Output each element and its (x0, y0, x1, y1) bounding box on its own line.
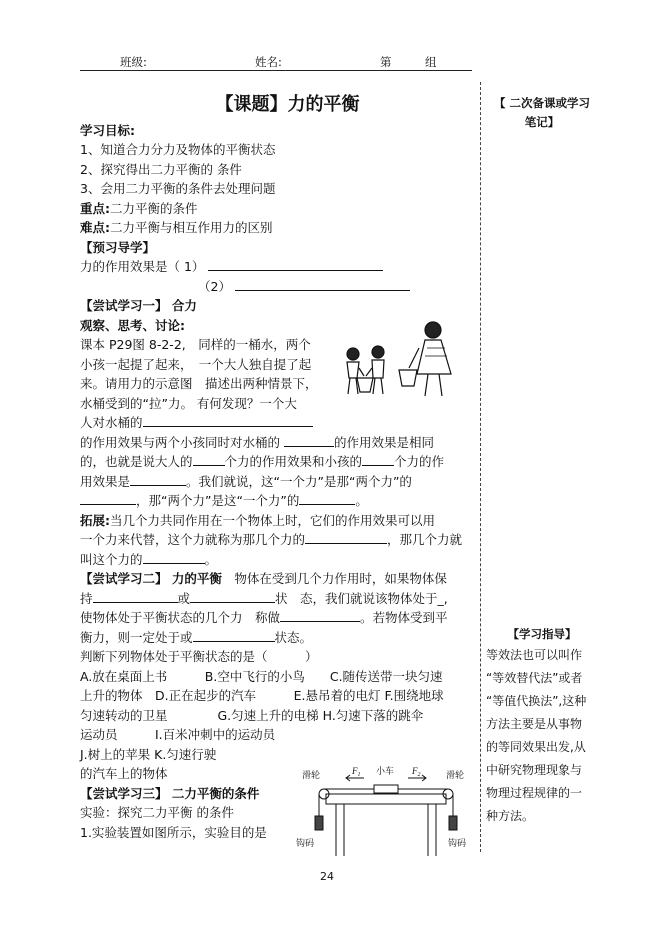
preview-line-2: （2） (80, 277, 475, 297)
force-f1-label: $F_1$ (352, 766, 361, 778)
try1-text: 用效果是 。我们就说，这“一个力”是那“两个力”的 (80, 473, 412, 489)
guide-line: 种方法。 (486, 809, 535, 823)
answer-blank[interactable] (193, 628, 275, 642)
answer-blank[interactable] (299, 491, 355, 505)
answer-blank[interactable] (305, 530, 387, 544)
try3-text: 实验：探究二力平衡 的条件 (80, 805, 234, 820)
try1-text: 小孩一起提了起来， 一个大人独自提了起 (80, 356, 312, 372)
bucket-carrying-illustration (333, 318, 473, 400)
answer-blank[interactable] (190, 589, 275, 603)
try2-text: 判断下列物体处于平衡状态的是（ ） (80, 649, 318, 664)
guide-line: “等效替代法”或者 (486, 671, 583, 685)
try1-text: 的作用效果与两个小孩同时对水桶的 的作用效果是相同 (80, 434, 435, 450)
cart-label: 小车 (376, 766, 395, 776)
try3-text: 1.实验装置如图所示，实验目的是 (80, 824, 267, 840)
answer-blank[interactable] (193, 452, 225, 466)
option-line: 匀速转动的卫星 G.匀速上升的电梯 H.匀速下落的跳伞 (80, 707, 424, 723)
group-suffix: 组 (425, 55, 437, 69)
guide-line: “等值代换法”,这种 (486, 694, 587, 708)
column-divider (480, 82, 481, 852)
try1-text: 课本 P29图 8-2-2, 同样的一桶水，两个 (80, 337, 311, 352)
goal-item-1: 1、知道合力分力及物体的平衡状态 (80, 142, 276, 157)
try3-heading: 【尝试学习三】 二力平衡的条件 (80, 785, 260, 801)
guide-heading: 【学习指导】 (507, 627, 577, 641)
extension-text: 拓展:当几个力共同作用在一个物体上时，它们的作用效果可以用 (80, 512, 436, 528)
answer-blank[interactable] (80, 491, 136, 505)
answer-blank[interactable] (235, 277, 410, 291)
goal-item-3: 3、会用二力平衡的条件去处理问题 (80, 181, 276, 196)
try1-text: ，那“两个力”是这“一个力”的 。 (80, 491, 475, 511)
key-point: 重点:二力平衡的条件 (80, 200, 198, 216)
try2-text: 衡力，则一定处于或 状态。 (80, 629, 313, 645)
page-header (80, 52, 472, 71)
guide-line: 物理过程规律的一 (486, 786, 583, 800)
try2-text: 使物体处于平衡状态的几个力 称做 。若物体受到平 (80, 610, 448, 625)
difficulty-point: 难点:二力平衡与相互作用力的区别 (80, 220, 273, 235)
option-line: 运动员 I.百米冲刺中的运动员 (80, 727, 276, 742)
answer-blank[interactable] (143, 550, 205, 564)
class-label: 班级: (120, 55, 147, 69)
group-label: 第 (380, 55, 392, 69)
answer-blank[interactable] (208, 257, 383, 271)
weight-left-label: 钩码 (296, 838, 315, 848)
answer-blank[interactable] (284, 433, 334, 447)
observe-label: 观察、思考、讨论: (80, 317, 185, 333)
guide-line: 等效法也可以叫作 (486, 648, 583, 662)
answer-blank[interactable] (93, 589, 178, 603)
experiment-apparatus-figure (296, 764, 476, 860)
option-line: 上升的物体 D.正在起步的汽车 E.悬吊着的电灯 F.围绕地球 (80, 688, 444, 703)
try2-text: 【尝试学习二】 力的平衡 物体在受到几个力作用时，如果物体保 (80, 571, 447, 586)
answer-blank[interactable] (143, 413, 313, 427)
option-line: A.放在桌面上书 B.空中飞行的小鸟 C.随传送带一块匀速 (80, 668, 443, 684)
notes-heading-line2: 笔记】 (524, 115, 560, 129)
force-f2-label: $F_2$ (412, 766, 421, 778)
weight-right-label: 钩码 (448, 838, 467, 848)
guide-line: 的等同效果出发,从 (486, 740, 586, 754)
pulley-right-label: 滑轮 (446, 770, 465, 780)
extension-text: 一个力来代替，这个力就称为那几个力的 ，那几个力就 (80, 532, 463, 547)
try1-text: 的，也就是说大人的 个力的作用效果和小孩的 个力的作 (80, 454, 445, 469)
try2-text: 持 或 状 态，我们就说该物体处于_, (80, 590, 448, 606)
page-number: 24 (320, 870, 334, 883)
page-title: 【课题】力的平衡 (215, 94, 360, 115)
preview-line-1: 力的作用效果是（ 1） (80, 257, 475, 277)
extension-text: 叫这个力的 。 (80, 551, 218, 567)
name-label: 姓名: (255, 55, 282, 69)
guide-sidebar (486, 626, 598, 828)
try1-text: 人对水桶的 (80, 413, 475, 433)
guide-line: 中研究物理现象与 (486, 763, 583, 777)
main-content (80, 95, 475, 842)
guide-line: 方法主要是从事物 (486, 717, 583, 731)
notes-sidebar (486, 95, 598, 130)
notes-heading-line1: 【 二次备课或学习 (493, 96, 590, 110)
try1-heading: 【尝试学习一】 合力 (80, 298, 197, 313)
try2-heading: 【尝试学习二】 力的平衡 (80, 571, 222, 586)
answer-blank[interactable] (280, 608, 360, 622)
goals-heading: 学习目标: (80, 122, 135, 138)
goal-item-2: 2、探究得出二力平衡的 条件 (80, 161, 242, 177)
try1-text: 来。请用力的示意图 描述出两种情景下， (80, 376, 318, 391)
answer-blank[interactable] (362, 452, 394, 466)
try1-text: 水桶受到的“拉”力。 有何发现？一个大 (80, 395, 297, 411)
answer-blank[interactable] (130, 472, 186, 486)
preview-heading: 【预习导学】 (80, 239, 156, 255)
option-line: J.树上的苹果 K.匀速行驶 (80, 746, 217, 762)
pulley-left-label: 滑轮 (302, 770, 321, 780)
option-line: 的汽车上的物体 (80, 766, 168, 781)
